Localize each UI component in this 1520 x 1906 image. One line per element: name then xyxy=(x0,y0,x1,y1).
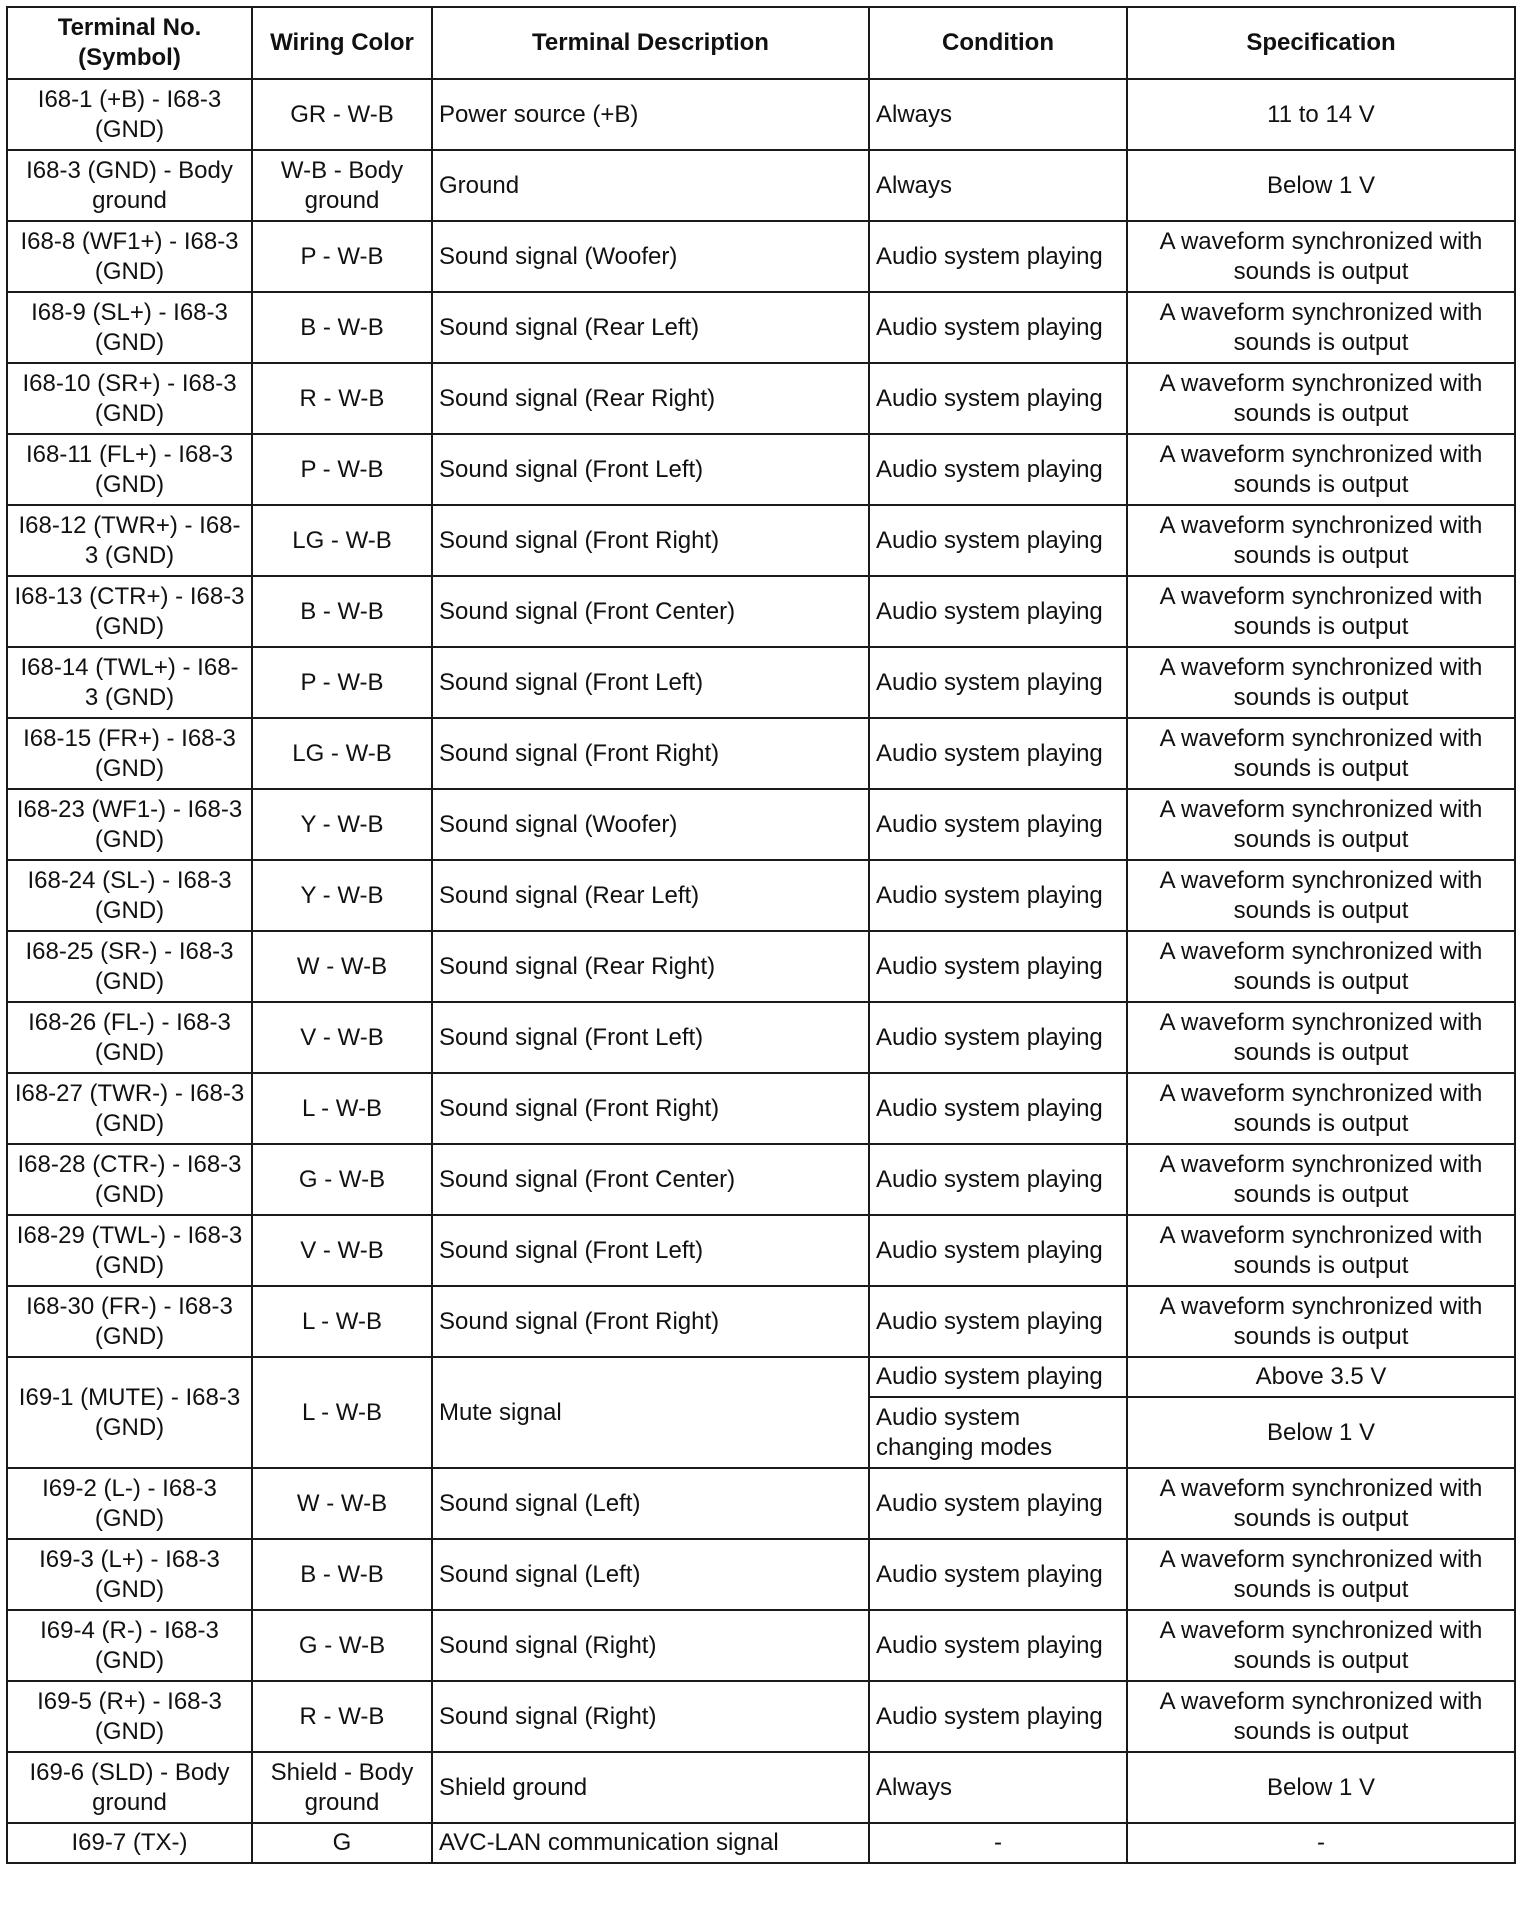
specification-cell: A waveform synchronized with sounds is output xyxy=(1127,1286,1515,1357)
description-cell: Sound signal (Front Left) xyxy=(432,434,869,505)
table-row xyxy=(7,576,1515,647)
terminal-cell: I68-26 (FL-) - I68-3 (GND) xyxy=(7,1002,252,1073)
condition-cell: Audio system playing xyxy=(869,931,1127,1002)
terminal-cell: I68-13 (CTR+) - I68-3 (GND) xyxy=(7,576,252,647)
wiring-color-cell: Y - W-B xyxy=(252,860,432,931)
condition-cell: Audio system playing xyxy=(869,860,1127,931)
description-cell: Sound signal (Right) xyxy=(432,1610,869,1681)
condition-cell: Audio system playing xyxy=(869,1073,1127,1144)
condition-cell: Audio system playing xyxy=(869,576,1127,647)
description-cell: Sound signal (Woofer) xyxy=(432,221,869,292)
last-desc-cell: AVC-LAN communication signal xyxy=(432,1823,869,1863)
specification-cell: Below 1 V xyxy=(1127,150,1515,221)
terminal-cell: I68-15 (FR+) - I68-3 (GND) xyxy=(7,718,252,789)
terminal-cell: I68-8 (WF1+) - I68-3 (GND) xyxy=(7,221,252,292)
table-body-last xyxy=(7,1823,1515,1863)
specification-cell: A waveform synchronized with sounds is output xyxy=(1127,1539,1515,1610)
table-row xyxy=(7,1752,1515,1823)
table-row-mute xyxy=(7,1357,1515,1397)
wiring-color-cell: Y - W-B xyxy=(252,789,432,860)
mute-condition-2-cell: Audio system changing modes xyxy=(869,1397,1127,1468)
condition-cell: Audio system playing xyxy=(869,434,1127,505)
table-header-row xyxy=(7,7,1515,79)
specification-cell: A waveform synchronized with sounds is output xyxy=(1127,1073,1515,1144)
last-condition-cell: - xyxy=(869,1823,1127,1863)
description-cell: Sound signal (Left) xyxy=(432,1468,869,1539)
condition-cell: Audio system playing xyxy=(869,363,1127,434)
wiring-color-cell: R - W-B xyxy=(252,1681,432,1752)
condition-cell: Audio system playing xyxy=(869,718,1127,789)
description-cell: Sound signal (Rear Left) xyxy=(432,292,869,363)
wiring-color-cell: W-B - Body ground xyxy=(252,150,432,221)
terminal-cell: I69-5 (R+) - I68-3 (GND) xyxy=(7,1681,252,1752)
mute-color-cell: L - W-B xyxy=(252,1357,432,1468)
wiring-color-cell: B - W-B xyxy=(252,292,432,363)
description-cell: Shield ground xyxy=(432,1752,869,1823)
table-body-mute xyxy=(7,1357,1515,1468)
mute-condition-1-cell: Audio system playing xyxy=(869,1357,1127,1397)
terminal-cell: I69-2 (L-) - I68-3 (GND) xyxy=(7,1468,252,1539)
specification-cell: A waveform synchronized with sounds is output xyxy=(1127,931,1515,1002)
condition-cell: Audio system playing xyxy=(869,221,1127,292)
condition-cell: Always xyxy=(869,79,1127,150)
terminal-spec-table xyxy=(6,6,1516,1864)
specification-cell: 11 to 14 V xyxy=(1127,79,1515,150)
table-row xyxy=(7,1468,1515,1539)
mute-spec-1-cell: Above 3.5 V xyxy=(1127,1357,1515,1397)
condition-cell: Audio system playing xyxy=(869,1610,1127,1681)
condition-cell: Audio system playing xyxy=(869,292,1127,363)
description-cell: Sound signal (Front Center) xyxy=(432,576,869,647)
description-cell: Sound signal (Rear Right) xyxy=(432,363,869,434)
specification-cell: A waveform synchronized with sounds is output xyxy=(1127,292,1515,363)
wiring-color-cell: W - W-B xyxy=(252,1468,432,1539)
description-cell: Sound signal (Left) xyxy=(432,1539,869,1610)
table-row xyxy=(7,1002,1515,1073)
terminal-cell: I69-6 (SLD) - Body ground xyxy=(7,1752,252,1823)
table-row xyxy=(7,718,1515,789)
wiring-color-cell: LG - W-B xyxy=(252,505,432,576)
specification-cell: A waveform synchronized with sounds is output xyxy=(1127,434,1515,505)
table-row xyxy=(7,150,1515,221)
condition-cell: Audio system playing xyxy=(869,647,1127,718)
table-row xyxy=(7,860,1515,931)
specification-cell: A waveform synchronized with sounds is output xyxy=(1127,576,1515,647)
wiring-color-cell: P - W-B xyxy=(252,647,432,718)
header-terminal: Terminal No. (Symbol) xyxy=(7,7,252,79)
table-row xyxy=(7,505,1515,576)
specification-cell: A waveform synchronized with sounds is output xyxy=(1127,860,1515,931)
description-cell: Sound signal (Front Right) xyxy=(432,1073,869,1144)
wiring-color-cell: Shield - Body ground xyxy=(252,1752,432,1823)
wiring-color-cell: V - W-B xyxy=(252,1002,432,1073)
header-terminal-description: Terminal Description xyxy=(432,7,869,79)
specification-cell: Below 1 V xyxy=(1127,1752,1515,1823)
specification-cell: A waveform synchronized with sounds is output xyxy=(1127,1468,1515,1539)
wiring-color-cell: G - W-B xyxy=(252,1144,432,1215)
table-row xyxy=(7,1610,1515,1681)
description-cell: Sound signal (Front Left) xyxy=(432,1002,869,1073)
terminal-cell: I68-24 (SL-) - I68-3 (GND) xyxy=(7,860,252,931)
wiring-color-cell: R - W-B xyxy=(252,363,432,434)
table-body-i69 xyxy=(7,1468,1515,1823)
wiring-color-cell: P - W-B xyxy=(252,434,432,505)
terminal-cell: I68-29 (TWL-) - I68-3 (GND) xyxy=(7,1215,252,1286)
wiring-color-cell: B - W-B xyxy=(252,576,432,647)
description-cell: Sound signal (Front Center) xyxy=(432,1144,869,1215)
table-row xyxy=(7,79,1515,150)
condition-cell: Audio system playing xyxy=(869,789,1127,860)
terminal-cell: I68-9 (SL+) - I68-3 (GND) xyxy=(7,292,252,363)
description-cell: Sound signal (Rear Right) xyxy=(432,931,869,1002)
table-row xyxy=(7,363,1515,434)
condition-cell: Audio system playing xyxy=(869,1681,1127,1752)
specification-cell: A waveform synchronized with sounds is output xyxy=(1127,1002,1515,1073)
terminal-cell: I68-30 (FR-) - I68-3 (GND) xyxy=(7,1286,252,1357)
wiring-color-cell: B - W-B xyxy=(252,1539,432,1610)
description-cell: Sound signal (Rear Left) xyxy=(432,860,869,931)
description-cell: Sound signal (Front Right) xyxy=(432,1286,869,1357)
terminal-table-container xyxy=(6,6,1516,1864)
terminal-cell: I68-14 (TWL+) - I68-3 (GND) xyxy=(7,647,252,718)
terminal-cell: I68-23 (WF1-) - I68-3 (GND) xyxy=(7,789,252,860)
condition-cell: Audio system playing xyxy=(869,505,1127,576)
last-terminal-cell: I69-7 (TX-) xyxy=(7,1823,252,1863)
table-row xyxy=(7,931,1515,1002)
table-row xyxy=(7,1539,1515,1610)
condition-cell: Audio system playing xyxy=(869,1215,1127,1286)
table-row xyxy=(7,1681,1515,1752)
description-cell: Sound signal (Right) xyxy=(432,1681,869,1752)
last-color-cell: G xyxy=(252,1823,432,1863)
terminal-cell: I68-3 (GND) - Body ground xyxy=(7,150,252,221)
wiring-color-cell: LG - W-B xyxy=(252,718,432,789)
wiring-color-cell: L - W-B xyxy=(252,1286,432,1357)
specification-cell: A waveform synchronized with sounds is output xyxy=(1127,221,1515,292)
table-body-main xyxy=(7,79,1515,1357)
specification-cell: A waveform synchronized with sounds is output xyxy=(1127,505,1515,576)
table-row xyxy=(7,647,1515,718)
wiring-color-cell: L - W-B xyxy=(252,1073,432,1144)
last-spec-cell: - xyxy=(1127,1823,1515,1863)
table-row-last xyxy=(7,1823,1515,1863)
header-condition: Condition xyxy=(869,7,1127,79)
specification-cell: A waveform synchronized with sounds is output xyxy=(1127,718,1515,789)
table-row xyxy=(7,1073,1515,1144)
table-row xyxy=(7,1215,1515,1286)
specification-cell: A waveform synchronized with sounds is output xyxy=(1127,1610,1515,1681)
mute-spec-2-cell: Below 1 V xyxy=(1127,1397,1515,1468)
terminal-cell: I69-3 (L+) - I68-3 (GND) xyxy=(7,1539,252,1610)
description-cell: Sound signal (Front Left) xyxy=(432,1215,869,1286)
terminal-cell: I68-1 (+B) - I68-3 (GND) xyxy=(7,79,252,150)
description-cell: Sound signal (Woofer) xyxy=(432,789,869,860)
wiring-color-cell: P - W-B xyxy=(252,221,432,292)
condition-cell: Audio system playing xyxy=(869,1144,1127,1215)
terminal-cell: I68-12 (TWR+) - I68-3 (GND) xyxy=(7,505,252,576)
condition-cell: Audio system playing xyxy=(869,1286,1127,1357)
terminal-cell: I68-27 (TWR-) - I68-3 (GND) xyxy=(7,1073,252,1144)
wiring-color-cell: GR - W-B xyxy=(252,79,432,150)
terminal-cell: I68-28 (CTR-) - I68-3 (GND) xyxy=(7,1144,252,1215)
table-row xyxy=(7,789,1515,860)
description-cell: Ground xyxy=(432,150,869,221)
specification-cell: A waveform synchronized with sounds is output xyxy=(1127,1144,1515,1215)
header-specification: Specification xyxy=(1127,7,1515,79)
header-wiring-color: Wiring Color xyxy=(252,7,432,79)
wiring-color-cell: V - W-B xyxy=(252,1215,432,1286)
condition-cell: Always xyxy=(869,150,1127,221)
specification-cell: A waveform synchronized with sounds is output xyxy=(1127,363,1515,434)
specification-cell: A waveform synchronized with sounds is output xyxy=(1127,1215,1515,1286)
specification-cell: A waveform synchronized with sounds is output xyxy=(1127,1681,1515,1752)
table-row xyxy=(7,1144,1515,1215)
table-row xyxy=(7,434,1515,505)
wiring-color-cell: W - W-B xyxy=(252,931,432,1002)
specification-cell: A waveform synchronized with sounds is output xyxy=(1127,789,1515,860)
description-cell: Power source (+B) xyxy=(432,79,869,150)
condition-cell: Audio system playing xyxy=(869,1539,1127,1610)
terminal-cell: I69-4 (R-) - I68-3 (GND) xyxy=(7,1610,252,1681)
table-row xyxy=(7,292,1515,363)
mute-terminal-cell: I69-1 (MUTE) - I68-3 (GND) xyxy=(7,1357,252,1468)
terminal-cell: I68-11 (FL+) - I68-3 (GND) xyxy=(7,434,252,505)
table-row xyxy=(7,221,1515,292)
condition-cell: Audio system playing xyxy=(869,1468,1127,1539)
description-cell: Sound signal (Front Right) xyxy=(432,505,869,576)
description-cell: Sound signal (Front Right) xyxy=(432,718,869,789)
condition-cell: Always xyxy=(869,1752,1127,1823)
table-row xyxy=(7,1286,1515,1357)
mute-desc-cell: Mute signal xyxy=(432,1357,869,1468)
terminal-cell: I68-25 (SR-) - I68-3 (GND) xyxy=(7,931,252,1002)
terminal-cell: I68-10 (SR+) - I68-3 (GND) xyxy=(7,363,252,434)
specification-cell: A waveform synchronized with sounds is output xyxy=(1127,647,1515,718)
description-cell: Sound signal (Front Left) xyxy=(432,647,869,718)
wiring-color-cell: G - W-B xyxy=(252,1610,432,1681)
condition-cell: Audio system playing xyxy=(869,1002,1127,1073)
